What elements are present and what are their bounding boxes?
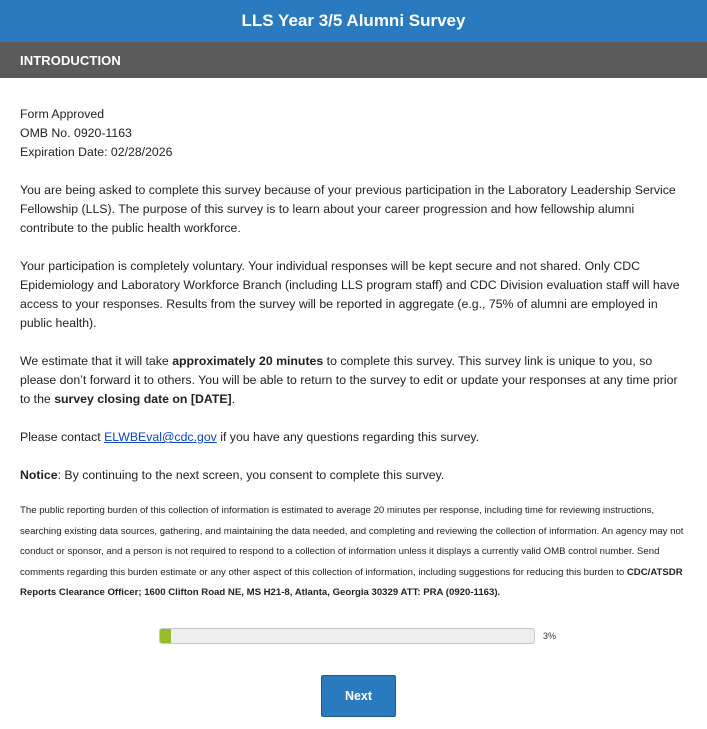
form-approval-info: [20, 105, 687, 162]
intro-paragraph-1: You are being asked to complete this survey because of your previous participation in the Laboratory Leadership Service Fellowship (LLS). The purpose of this survey is to learn about your career progression and how fellowship alumni contribute to the public health workforce.: [20, 183, 676, 235]
omb-number-text: OMB No. 0920-1163: [20, 126, 132, 140]
burden-address: CDC/ATSDR Reports Clearance Officer; 1600 Clifton Road NE, MS H21-8, Atlanta, Georgia 30329 ATT: PRA (0920-1163).: [20, 566, 683, 598]
progress-percent-label: 3%: [543, 631, 557, 641]
p4-text-b: if you have any questions regarding this survey.: [216, 430, 480, 444]
p3-duration: approximately 20 minutes: [172, 354, 324, 368]
p3-text-a: We estimate that it will take: [20, 354, 173, 368]
expiration-date-text: Expiration Date: 02/28/2026: [20, 145, 173, 159]
p4-text-a: Please contact: [20, 430, 105, 444]
intro-paragraph-2: Your participation is completely voluntary. Your individual responses will be kept secure and not shared. Only CDC Epidemiology and Laboratory Workforce Branch (including LLS program staff) and CDC Division evaluation staff will have access to your responses. Results from the survey will be reported in aggregate (e.g., 75% of alumni are employed in public health).: [20, 259, 680, 330]
contact-email-link[interactable]: ELWBEval@cdc.gov: [104, 430, 217, 444]
survey-title-bar: [0, 0, 707, 42]
notice-label: Notice: [20, 468, 58, 482]
notice-text: : By continuing to the next screen, you consent to complete this survey.: [57, 468, 445, 482]
section-title: INTRODUCTION: [20, 52, 121, 68]
intro-content: [0, 78, 707, 604]
form-approved-text: Form Approved: [20, 107, 105, 121]
intro-paragraph-3: [20, 352, 687, 409]
p3-closing-date: survey closing date on [DATE]: [54, 392, 232, 406]
survey-title: LLS Year 3/5 Alumni Survey: [241, 11, 466, 30]
burden-statement: [20, 501, 687, 604]
p3-text-e: .: [231, 392, 236, 406]
notice-paragraph: [20, 466, 687, 485]
intro-paragraph-4: [20, 428, 687, 447]
burden-text: The public reporting burden of this collection of information is estimated to average 20 minutes per response, including time for reviewing instructions, searching existing data sources, gathering, and maintaining the data needed, and completing and reviewing the collection of information. An agency may not conduct or sponsor, and a person is not required to respond to a collection of information unless it displays a currently valid OMB control number. Send comments regarding this burden estimate or any other aspect of this collection of information, including suggestions for reducing this burden to: [20, 505, 684, 578]
section-header: [0, 42, 707, 78]
progress-bar-fill: [160, 629, 171, 643]
progress-indicator: [159, 628, 556, 644]
progress-bar-track: [159, 628, 535, 644]
p3-text-c: to complete this survey. This survey link is unique to you, so please don’t forward it to others. You will be able to return to the survey to edit or update your responses at any time prior to the: [20, 354, 678, 406]
next-button[interactable]: Next: [321, 675, 396, 717]
